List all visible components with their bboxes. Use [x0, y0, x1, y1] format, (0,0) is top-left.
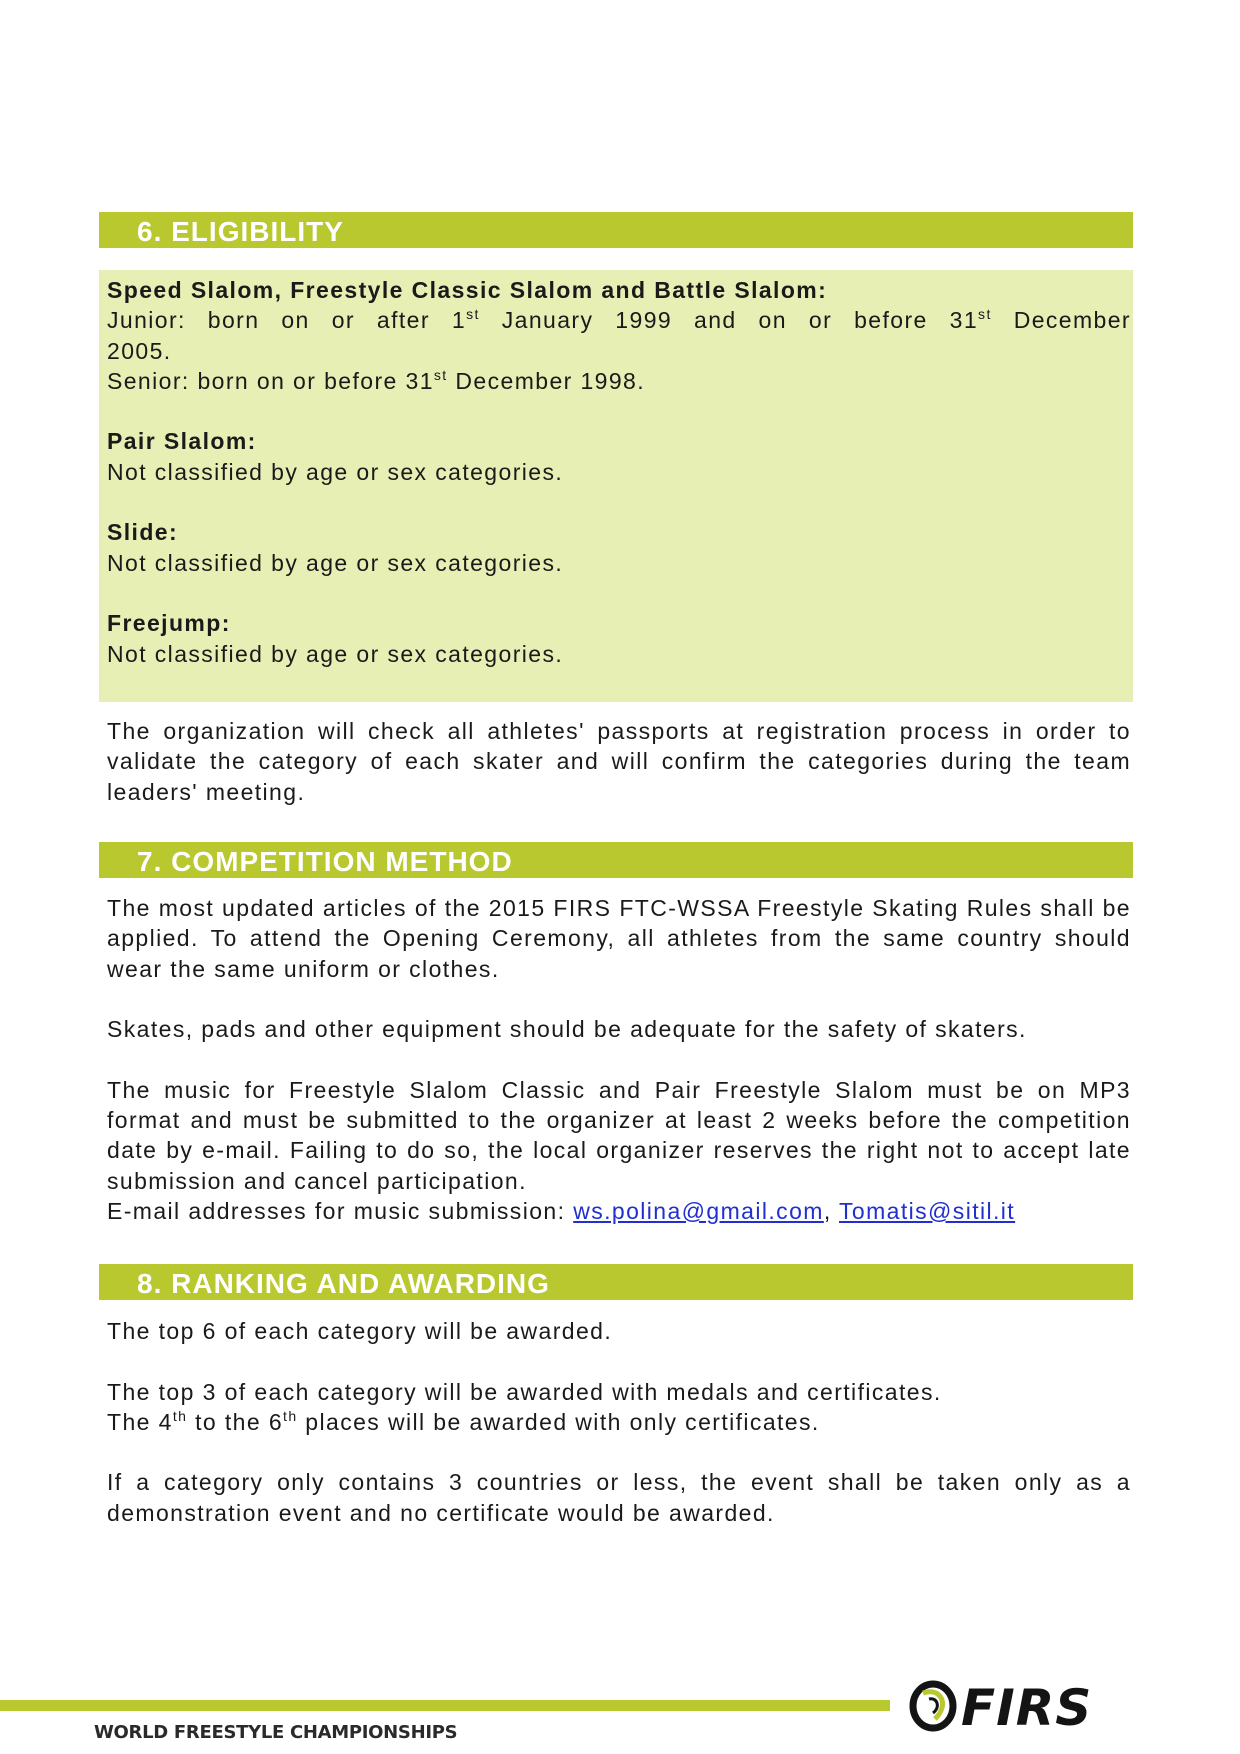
- rules-paragraph: The most updated articles of the 2015 FIRS FTC-WSSA Freestyle Skating Rules shall be applied. To attend the Opening Ceremony, all athletes from the same country should wear the same uniform or clothes.: [107, 895, 1131, 982]
- section-heading-ranking: 8. RANKING AND AWARDING: [99, 1264, 1133, 1300]
- speed-slalom-heading: Speed Slalom, Freestyle Classic Slalom and Battle Slalom:: [107, 277, 828, 303]
- firs-logo-text: FIRS: [961, 1679, 1093, 1737]
- freejump-heading: Freejump:: [107, 610, 231, 637]
- freejump-text: Not classified by age or sex categories.: [107, 640, 564, 667]
- junior-line: Junior: born on or after 1st January 1999 and on or before 31st December: [107, 306, 1131, 334]
- competition-method-content: [107, 893, 1131, 1226]
- eligibility-box-content: [107, 275, 1131, 669]
- slide-heading: Slide:: [107, 519, 179, 546]
- ranking-content: [107, 1316, 1131, 1528]
- pair-slalom-heading: Pair Slalom:: [107, 428, 257, 455]
- senior-line: Senior: born on or before 31st December 1998.: [107, 366, 646, 394]
- equipment-paragraph: Skates, pads and other equipment should be adequate for the safety of skaters.: [107, 1016, 1027, 1043]
- footer-championship-title: WORLD FREESTYLE CHAMPIONSHIPS: [94, 1722, 458, 1743]
- demonstration-paragraph: If a category only contains 3 countries or less, the event shall be taken only as a demonstration event and no certificate would be awarded.: [107, 1469, 1131, 1526]
- slide-text: Not classified by age or sex categories.: [107, 549, 564, 576]
- top3-paragraph: The top 3 of each category will be awarded with medals and certificates.: [107, 1378, 942, 1405]
- firs-swirl-icon: [913, 1684, 953, 1728]
- music-paragraph: The music for Freestyle Slalom Classic and Pair Freestyle Slalom must be on MP3 format and must be submitted to the organizer at least 2 weeks before the competition date by e-mail. Failing to do so, the local organizer reserves the right not to accept late submission and cancel participation.: [107, 1076, 1131, 1194]
- places-paragraph: The 4th to the 6th places will be awarded with only certificates.: [107, 1407, 820, 1435]
- email-line: E-mail addresses for music submission: ws.polina@gmail.com, Tomatis@sitil.it: [107, 1197, 1016, 1224]
- section-heading-competition-method: 7. COMPETITION METHOD: [99, 842, 1133, 878]
- firs-logo: [905, 1673, 1155, 1737]
- pair-slalom-text: Not classified by age or sex categories.: [107, 458, 564, 485]
- footer-accent-bar: [0, 1700, 890, 1711]
- email-link-tomatis[interactable]: Tomatis@sitil.it: [839, 1197, 1016, 1224]
- passport-paragraph: The organization will check all athletes' passports at registration process in order to validate the category of each skater and will confirm the categories during the team leaders' meeting.: [107, 718, 1131, 805]
- email-link-polina[interactable]: ws.polina@gmail.com: [573, 1197, 824, 1224]
- top6-paragraph: The top 6 of each category will be awarded.: [107, 1318, 613, 1344]
- section-heading-eligibility: 6. ELIGIBILITY: [99, 212, 1133, 248]
- junior-line-cont: 2005.: [107, 337, 172, 364]
